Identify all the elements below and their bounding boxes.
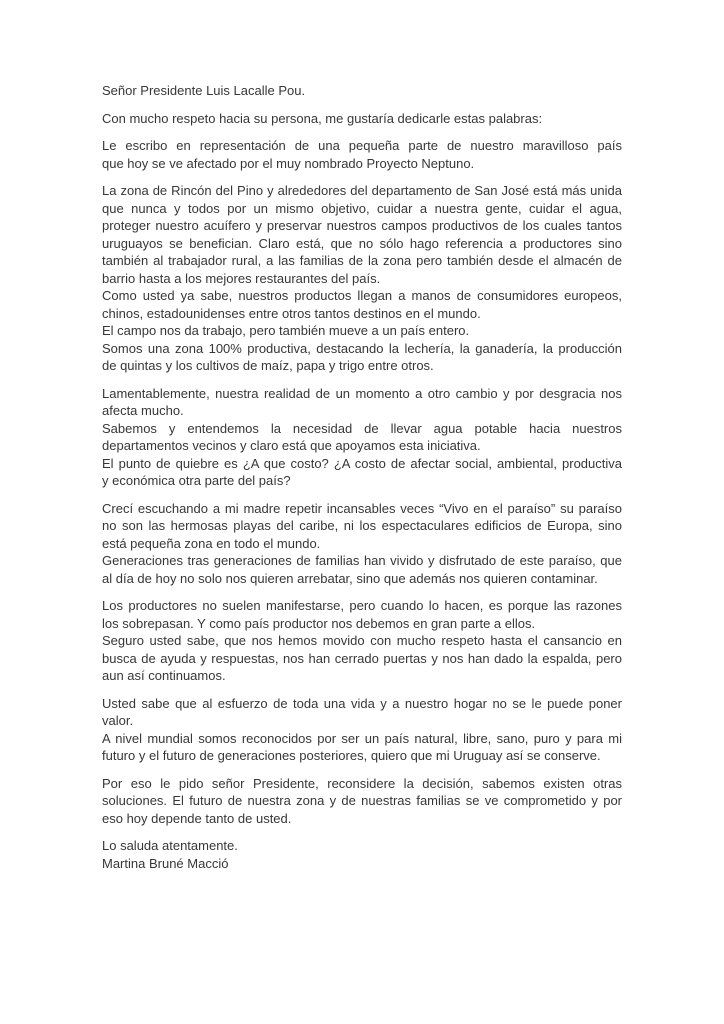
text-line: El campo nos da trabajo, pero también mueve a un país entero. <box>102 323 470 338</box>
signature-block <box>102 837 622 872</box>
paragraph-segment <box>102 420 622 455</box>
text-line: futuro y el futuro de generaciones posteriores, quiero que mi Uruguay así se conserve. <box>102 748 601 763</box>
recipient-line <box>102 82 622 100</box>
paragraph-segment <box>102 137 622 172</box>
introduction-paragraph <box>102 137 622 172</box>
paragraph-segment <box>102 385 622 420</box>
text-line: Somos una zona 100% productiva, destacando la lechería, la ganadería, la producción <box>102 340 622 356</box>
paragraph-segment <box>102 775 622 828</box>
text-line: los sobrepasan. Y como país productor nos debemos en gran parte a ellos. <box>102 615 536 631</box>
text-line: también al trabajador rural, a las familias de la zona pero también desde el almacén de <box>102 253 622 268</box>
text-line: soluciones. El futuro de nuestra zona y de nuestras familias se ve comprometido y por <box>102 793 622 808</box>
text-line: Martina Bruné Macció <box>102 855 229 871</box>
request-paragraph <box>102 775 622 828</box>
opening-line <box>102 110 622 128</box>
text-line: aun así continuamos. <box>102 668 226 683</box>
text-line: no son las hermosas playas del caribe, ni los espectaculares edificios de Europa, sino <box>102 518 622 533</box>
paragraph-segment <box>102 340 622 375</box>
text-line: barrio hasta a los mejores restaurantes del país. <box>102 270 381 286</box>
paragraph-segment <box>102 552 622 587</box>
text-line: El punto de quiebre es ¿A que costo? ¿A costo de afectar social, ambiental, productiva <box>102 455 622 471</box>
letter-body <box>102 82 622 872</box>
text-line: Generaciones tras generaciones de familias han vivido y disfrutado de este paraíso, que <box>102 553 622 568</box>
text-line: Señor Presidente Luis Lacalle Pou. <box>102 83 306 98</box>
text-line: de quintas y los cultivos de maíz, papa y trigo entre otros. <box>102 358 434 373</box>
text-line: Usted sabe que al esfuerzo de toda una vida y a nuestro hogar no se le puede poner <box>102 695 622 711</box>
paragraph-segment <box>102 455 622 490</box>
reality-paragraph <box>102 385 622 490</box>
text-line: A nivel mundial somos reconocidos por ser un país natural, libre, sano, puro y para mi <box>102 730 622 746</box>
paragraph-segment <box>102 837 622 855</box>
text-line: afecta mucho. <box>102 403 184 418</box>
text-line: está pequeña zona en todo el mundo. <box>102 535 321 551</box>
paragraph-segment <box>102 632 622 685</box>
text-line: al día de hoy no solo nos quieren arrebatar, sino que además nos quieren contaminar. <box>102 570 598 586</box>
paragraph-segment <box>102 500 622 553</box>
paragraph-segment <box>102 695 622 730</box>
text-line: Con mucho respeto hacia su persona, me gustaría dedicarle estas palabras: <box>102 110 543 126</box>
text-line: busca de ayuda y respuestas, nos han cerrado puertas y nos han dado la espalda, pero <box>102 650 622 666</box>
text-line: que hoy se ve afectado por el muy nombrado Proyecto Neptuno. <box>102 155 475 171</box>
paragraph-segment <box>102 82 622 100</box>
text-line: eso hoy depende tanto de usted. <box>102 810 292 826</box>
producers-paragraph <box>102 597 622 685</box>
value-paragraph <box>102 695 622 765</box>
paragraph-segment <box>102 110 622 128</box>
text-line: Crecí escuchando a mi madre repetir incansables veces “Vivo en el paraíso” su paraíso <box>102 500 622 516</box>
text-line: valor. <box>102 713 134 728</box>
paragraph-segment <box>102 730 622 765</box>
paragraph-segment <box>102 287 622 322</box>
paragraph-segment <box>102 322 622 340</box>
text-line: Los productores no suelen manifestarse, pero cuando lo hacen, es porque las razones <box>102 598 622 613</box>
text-line: La zona de Rincón del Pino y alrededores del departamento de San José está más unida <box>102 183 622 198</box>
text-line: chinos, estadounidenses entre otros tantos destinos en el mundo. <box>102 305 481 321</box>
text-line: Sabemos y entendemos la necesidad de llevar agua potable hacia nuestros <box>102 420 622 436</box>
paragraph-segment <box>102 855 622 873</box>
text-line: que nunca y todos por un mismo objetivo, cuidar a nuestra gente, cuidar el agua, <box>102 200 622 216</box>
text-line: proteger nuestro acuífero y preservar nuestros campos productivos de los cuales tantos <box>102 218 622 233</box>
text-line: Por eso le pido señor Presidente, reconsidere la decisión, sabemos existen otras <box>102 775 622 791</box>
text-line: Como usted ya sabe, nuestros productos llegan a manos de consumidores europeos, <box>102 288 622 303</box>
paragraph-segment <box>102 597 622 632</box>
text-line: Seguro usted sabe, que nos hemos movido con mucho respeto hasta el cansancio en <box>102 633 622 648</box>
text-line: departamentos vecinos y claro está que apoyamos esta iniciativa. <box>102 438 481 453</box>
text-line: Lamentablemente, nuestra realidad de un momento a otro cambio y por desgracia nos <box>102 385 622 401</box>
text-line: Le escribo en representación de una pequeña parte de nuestro maravilloso país <box>102 138 622 153</box>
text-line: Lo saluda atentamente. <box>102 838 238 853</box>
paragraph-segment <box>102 182 622 287</box>
region-paragraph <box>102 182 622 375</box>
paradise-paragraph <box>102 500 622 588</box>
text-line: uruguayos se benefician. Claro está, que no sólo hago referencia a productores sino <box>102 235 622 251</box>
text-line: y económica otra parte del país? <box>102 473 291 488</box>
